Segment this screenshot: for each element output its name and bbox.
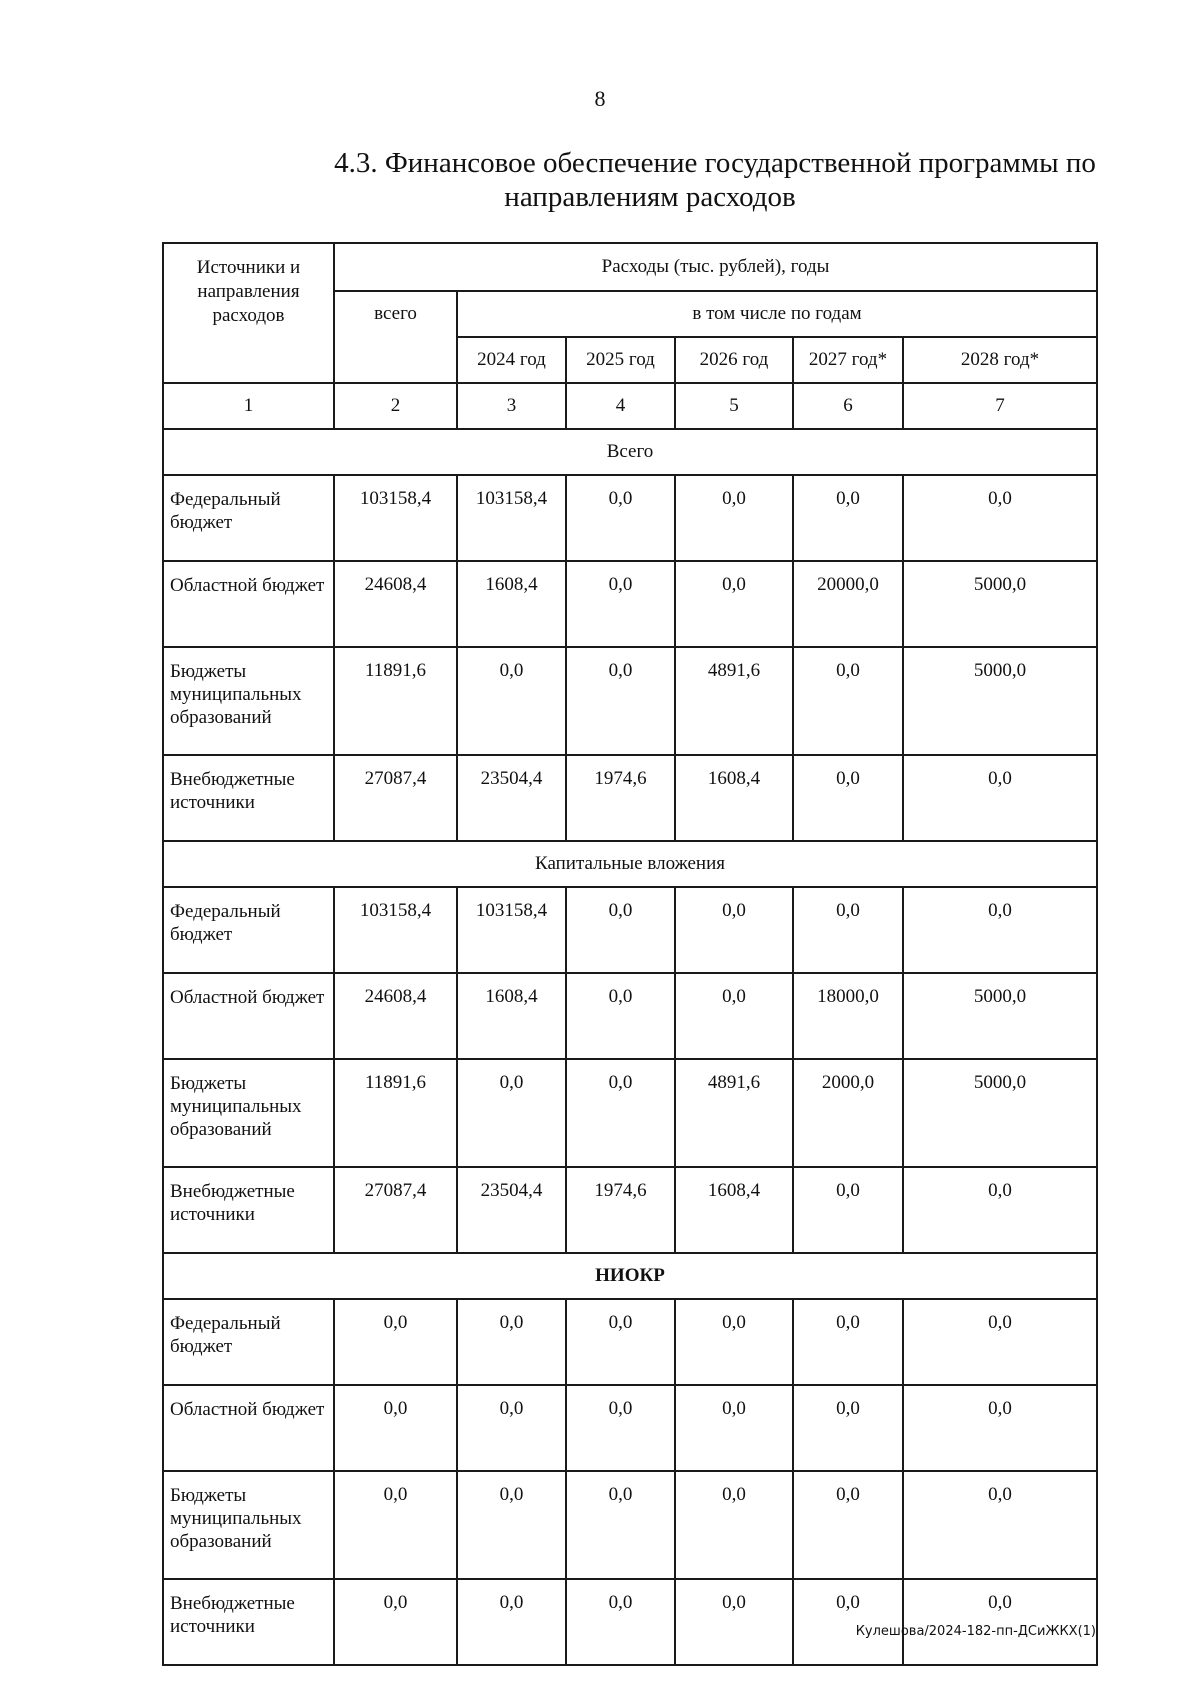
value-cell: 27087,4 xyxy=(334,755,457,841)
value-cell: 0,0 xyxy=(457,1299,566,1385)
table-row xyxy=(163,973,1097,1059)
value-cell: 24608,4 xyxy=(334,973,457,1059)
value-cell: 0,0 xyxy=(903,1167,1097,1253)
value-cell: 5000,0 xyxy=(903,1059,1097,1167)
column-number: 1 xyxy=(163,383,334,429)
row-label: Бюджеты муниципальных образований xyxy=(163,1059,334,1167)
value-cell: 11891,6 xyxy=(334,647,457,755)
value-cell: 103158,4 xyxy=(457,887,566,973)
value-cell: 0,0 xyxy=(793,1299,903,1385)
financing-table xyxy=(162,242,1098,1666)
header-year: 2026 год xyxy=(675,337,793,383)
value-cell: 0,0 xyxy=(903,1299,1097,1385)
value-cell: 24608,4 xyxy=(334,561,457,647)
page-title xyxy=(150,146,1150,214)
value-cell: 0,0 xyxy=(334,1299,457,1385)
value-cell: 0,0 xyxy=(793,647,903,755)
row-label: Бюджеты муниципальных образований xyxy=(163,647,334,755)
table-row xyxy=(163,1299,1097,1385)
value-cell: 23504,4 xyxy=(457,755,566,841)
column-number: 2 xyxy=(334,383,457,429)
value-cell: 5000,0 xyxy=(903,973,1097,1059)
section-header-row xyxy=(163,1253,1097,1299)
section-header-row xyxy=(163,429,1097,475)
value-cell: 0,0 xyxy=(457,1579,566,1665)
title-line-1: 4.3. Финансовое обеспечение государственной программы по xyxy=(334,147,1096,179)
row-label: Областной бюджет xyxy=(163,561,334,647)
value-cell: 0,0 xyxy=(566,1385,675,1471)
value-cell: 0,0 xyxy=(566,475,675,561)
row-label: Бюджеты муниципальных образований xyxy=(163,1471,334,1579)
value-cell: 1974,6 xyxy=(566,1167,675,1253)
header-total: всего xyxy=(334,291,457,383)
value-cell: 0,0 xyxy=(457,1471,566,1579)
value-cell: 103158,4 xyxy=(334,475,457,561)
header-expenses: Расходы (тыс. рублей), годы xyxy=(334,243,1097,291)
value-cell: 0,0 xyxy=(793,755,903,841)
table-row xyxy=(163,1167,1097,1253)
value-cell: 5000,0 xyxy=(903,647,1097,755)
value-cell: 4891,6 xyxy=(675,647,793,755)
row-label: Федеральный бюджет xyxy=(163,1299,334,1385)
value-cell: 0,0 xyxy=(675,561,793,647)
header-year: 2028 год* xyxy=(903,337,1097,383)
value-cell: 18000,0 xyxy=(793,973,903,1059)
value-cell: 1974,6 xyxy=(566,755,675,841)
value-cell: 5000,0 xyxy=(903,561,1097,647)
value-cell: 0,0 xyxy=(903,755,1097,841)
value-cell: 1608,4 xyxy=(675,1167,793,1253)
value-cell: 0,0 xyxy=(675,1471,793,1579)
row-label: Внебюджетные источники xyxy=(163,755,334,841)
value-cell: 0,0 xyxy=(793,1579,903,1665)
table-row xyxy=(163,755,1097,841)
value-cell: 0,0 xyxy=(903,475,1097,561)
value-cell: 0,0 xyxy=(675,887,793,973)
value-cell: 0,0 xyxy=(566,1299,675,1385)
value-cell: 4891,6 xyxy=(675,1059,793,1167)
value-cell: 1608,4 xyxy=(457,561,566,647)
column-number: 5 xyxy=(675,383,793,429)
table-row xyxy=(163,1059,1097,1167)
value-cell: 0,0 xyxy=(903,1385,1097,1471)
document-signature: Кулешова/2024-182-пп-ДСиЖКХ(1) xyxy=(855,1624,1096,1639)
table-row xyxy=(163,475,1097,561)
value-cell: 0,0 xyxy=(566,1579,675,1665)
page-number: 8 xyxy=(594,86,606,111)
value-cell: 0,0 xyxy=(334,1579,457,1665)
value-cell: 0,0 xyxy=(793,1385,903,1471)
value-cell: 0,0 xyxy=(793,1167,903,1253)
value-cell: 103158,4 xyxy=(334,887,457,973)
value-cell: 23504,4 xyxy=(457,1167,566,1253)
section-header-row xyxy=(163,841,1097,887)
section-title: НИОКР xyxy=(163,1253,1097,1299)
value-cell: 20000,0 xyxy=(793,561,903,647)
header-by-years: в том числе по годам xyxy=(457,291,1097,337)
title-line-2: направлениям расходов xyxy=(504,181,796,213)
value-cell: 0,0 xyxy=(566,1471,675,1579)
header-year: 2024 год xyxy=(457,337,566,383)
table-row xyxy=(163,1471,1097,1579)
table-row xyxy=(163,887,1097,973)
value-cell: 0,0 xyxy=(675,475,793,561)
row-label: Федеральный бюджет xyxy=(163,475,334,561)
value-cell: 0,0 xyxy=(793,887,903,973)
value-cell: 0,0 xyxy=(675,1579,793,1665)
column-number: 4 xyxy=(566,383,675,429)
value-cell: 1608,4 xyxy=(457,973,566,1059)
header-year: 2025 год xyxy=(566,337,675,383)
value-cell: 0,0 xyxy=(457,1385,566,1471)
value-cell: 0,0 xyxy=(457,647,566,755)
value-cell: 0,0 xyxy=(793,1471,903,1579)
value-cell: 1608,4 xyxy=(675,755,793,841)
column-number: 6 xyxy=(793,383,903,429)
section-title: Всего xyxy=(163,429,1097,475)
value-cell: 2000,0 xyxy=(793,1059,903,1167)
section-title: Капитальные вложения xyxy=(163,841,1097,887)
value-cell: 0,0 xyxy=(903,887,1097,973)
value-cell: 27087,4 xyxy=(334,1167,457,1253)
value-cell: 0,0 xyxy=(566,1059,675,1167)
value-cell: 0,0 xyxy=(675,1385,793,1471)
value-cell: 0,0 xyxy=(903,1579,1097,1665)
value-cell: 0,0 xyxy=(793,475,903,561)
value-cell: 0,0 xyxy=(334,1385,457,1471)
row-label: Областной бюджет xyxy=(163,1385,334,1471)
table-row xyxy=(163,1385,1097,1471)
value-cell: 0,0 xyxy=(334,1471,457,1579)
table-row xyxy=(163,1579,1097,1665)
value-cell: 0,0 xyxy=(903,1471,1097,1579)
value-cell: 103158,4 xyxy=(457,475,566,561)
table-row xyxy=(163,647,1097,755)
header-sources: Источники и направления расходов xyxy=(163,243,334,383)
row-label: Внебюджетные источники xyxy=(163,1579,334,1665)
value-cell: 0,0 xyxy=(566,647,675,755)
value-cell: 0,0 xyxy=(675,973,793,1059)
value-cell: 0,0 xyxy=(566,561,675,647)
column-number: 7 xyxy=(903,383,1097,429)
column-number: 3 xyxy=(457,383,566,429)
value-cell: 0,0 xyxy=(566,973,675,1059)
value-cell: 0,0 xyxy=(457,1059,566,1167)
row-label: Внебюджетные источники xyxy=(163,1167,334,1253)
row-label: Областной бюджет xyxy=(163,973,334,1059)
row-label: Федеральный бюджет xyxy=(163,887,334,973)
table-row xyxy=(163,561,1097,647)
value-cell: 11891,6 xyxy=(334,1059,457,1167)
value-cell: 0,0 xyxy=(566,887,675,973)
header-year: 2027 год* xyxy=(793,337,903,383)
value-cell: 0,0 xyxy=(675,1299,793,1385)
